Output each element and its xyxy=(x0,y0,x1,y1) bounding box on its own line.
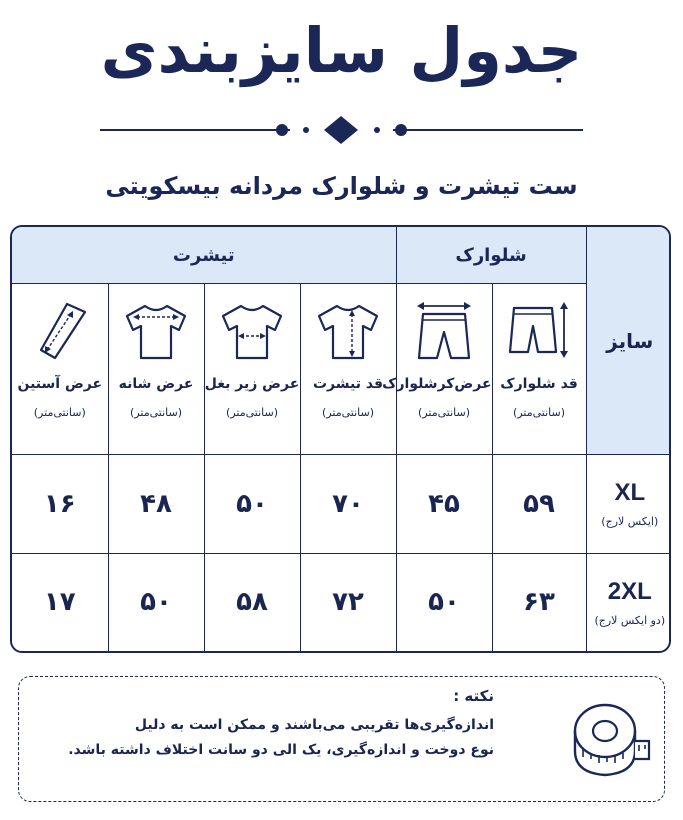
column-header-shorts-waist xyxy=(382,284,492,455)
value-cell: ۵۹ xyxy=(492,455,586,554)
note-title: نکته : xyxy=(453,687,494,705)
size-cell xyxy=(586,455,671,554)
column-name: عرض شانه xyxy=(118,376,194,392)
value-cell: ۵۸ xyxy=(204,553,300,651)
size-label: 2XL xyxy=(607,577,652,605)
column-unit: (سانتی‌متر) xyxy=(130,406,183,419)
size-table xyxy=(10,225,671,653)
tshirt-shoulder-icon xyxy=(109,294,204,368)
note-body xyxy=(54,713,494,763)
shorts-length-icon xyxy=(493,294,586,368)
value-cell: ۵۰ xyxy=(204,455,300,554)
product-subtitle: ست تیشرت و شلوارک مردانه بیسکویتی xyxy=(105,172,578,200)
column-unit: (سانتی‌متر) xyxy=(322,406,375,419)
column-name: عرض زیر بغل xyxy=(204,376,300,392)
size-column-header: سایز xyxy=(586,227,671,455)
ornament-divider xyxy=(0,112,683,148)
column-header-tshirt-length xyxy=(300,284,396,455)
column-header-tshirt-shoulder xyxy=(108,284,204,455)
column-header-tshirt-chest xyxy=(204,284,300,455)
size-cell xyxy=(586,553,671,651)
column-name: قد شلوارک xyxy=(500,376,578,392)
value-cell: ۵۰ xyxy=(108,553,204,651)
size-sublabel: (ایکس لارج) xyxy=(601,515,659,529)
value-cell: ۵۰ xyxy=(396,553,492,651)
column-unit: (سانتی‌متر) xyxy=(33,406,86,419)
column-name: قد تیشرت xyxy=(312,376,384,392)
shorts-group-header: شلوارک xyxy=(396,227,586,284)
value-cell: ۷۰ xyxy=(300,455,396,554)
note-line: اندازه‌گیری‌ها تقریبی می‌باشند و ممکن است به دلیل xyxy=(134,717,494,733)
column-header-shorts-length xyxy=(492,284,586,455)
column-unit: (سانتی‌متر) xyxy=(418,406,471,419)
note-box xyxy=(18,676,665,802)
column-name: عرض‌کرشلوارک xyxy=(382,376,492,392)
sleeve-icon xyxy=(12,294,108,368)
value-cell: ۶۳ xyxy=(492,553,586,651)
size-sublabel: (دو ایکس لارج) xyxy=(594,613,666,627)
column-unit: (سانتی‌متر) xyxy=(513,406,566,419)
tshirt-group-header: تیشرت xyxy=(12,227,396,284)
tshirt-length-icon xyxy=(301,294,396,368)
column-name: عرض آستین xyxy=(17,376,103,392)
value-cell: ۱۶ xyxy=(12,455,108,554)
shorts-waist-icon xyxy=(397,294,492,368)
value-cell: ۴۸ xyxy=(108,455,204,554)
measuring-tape-icon xyxy=(559,689,655,789)
note-line: نوع دوخت و اندازه‌گیری، یک الی دو سانت اختلاف داشته باشد. xyxy=(68,742,494,758)
column-header-sleeve xyxy=(12,284,108,455)
value-cell: ۱۷ xyxy=(12,553,108,651)
tshirt-chest-icon xyxy=(205,294,300,368)
value-cell: ۷۲ xyxy=(300,553,396,651)
page-title: جدول سایزبندی xyxy=(100,14,583,87)
table-row xyxy=(12,553,671,651)
table-row xyxy=(12,455,671,554)
size-label: XL xyxy=(614,479,646,507)
value-cell: ۴۵ xyxy=(396,455,492,554)
column-unit: (سانتی‌متر) xyxy=(226,406,279,419)
